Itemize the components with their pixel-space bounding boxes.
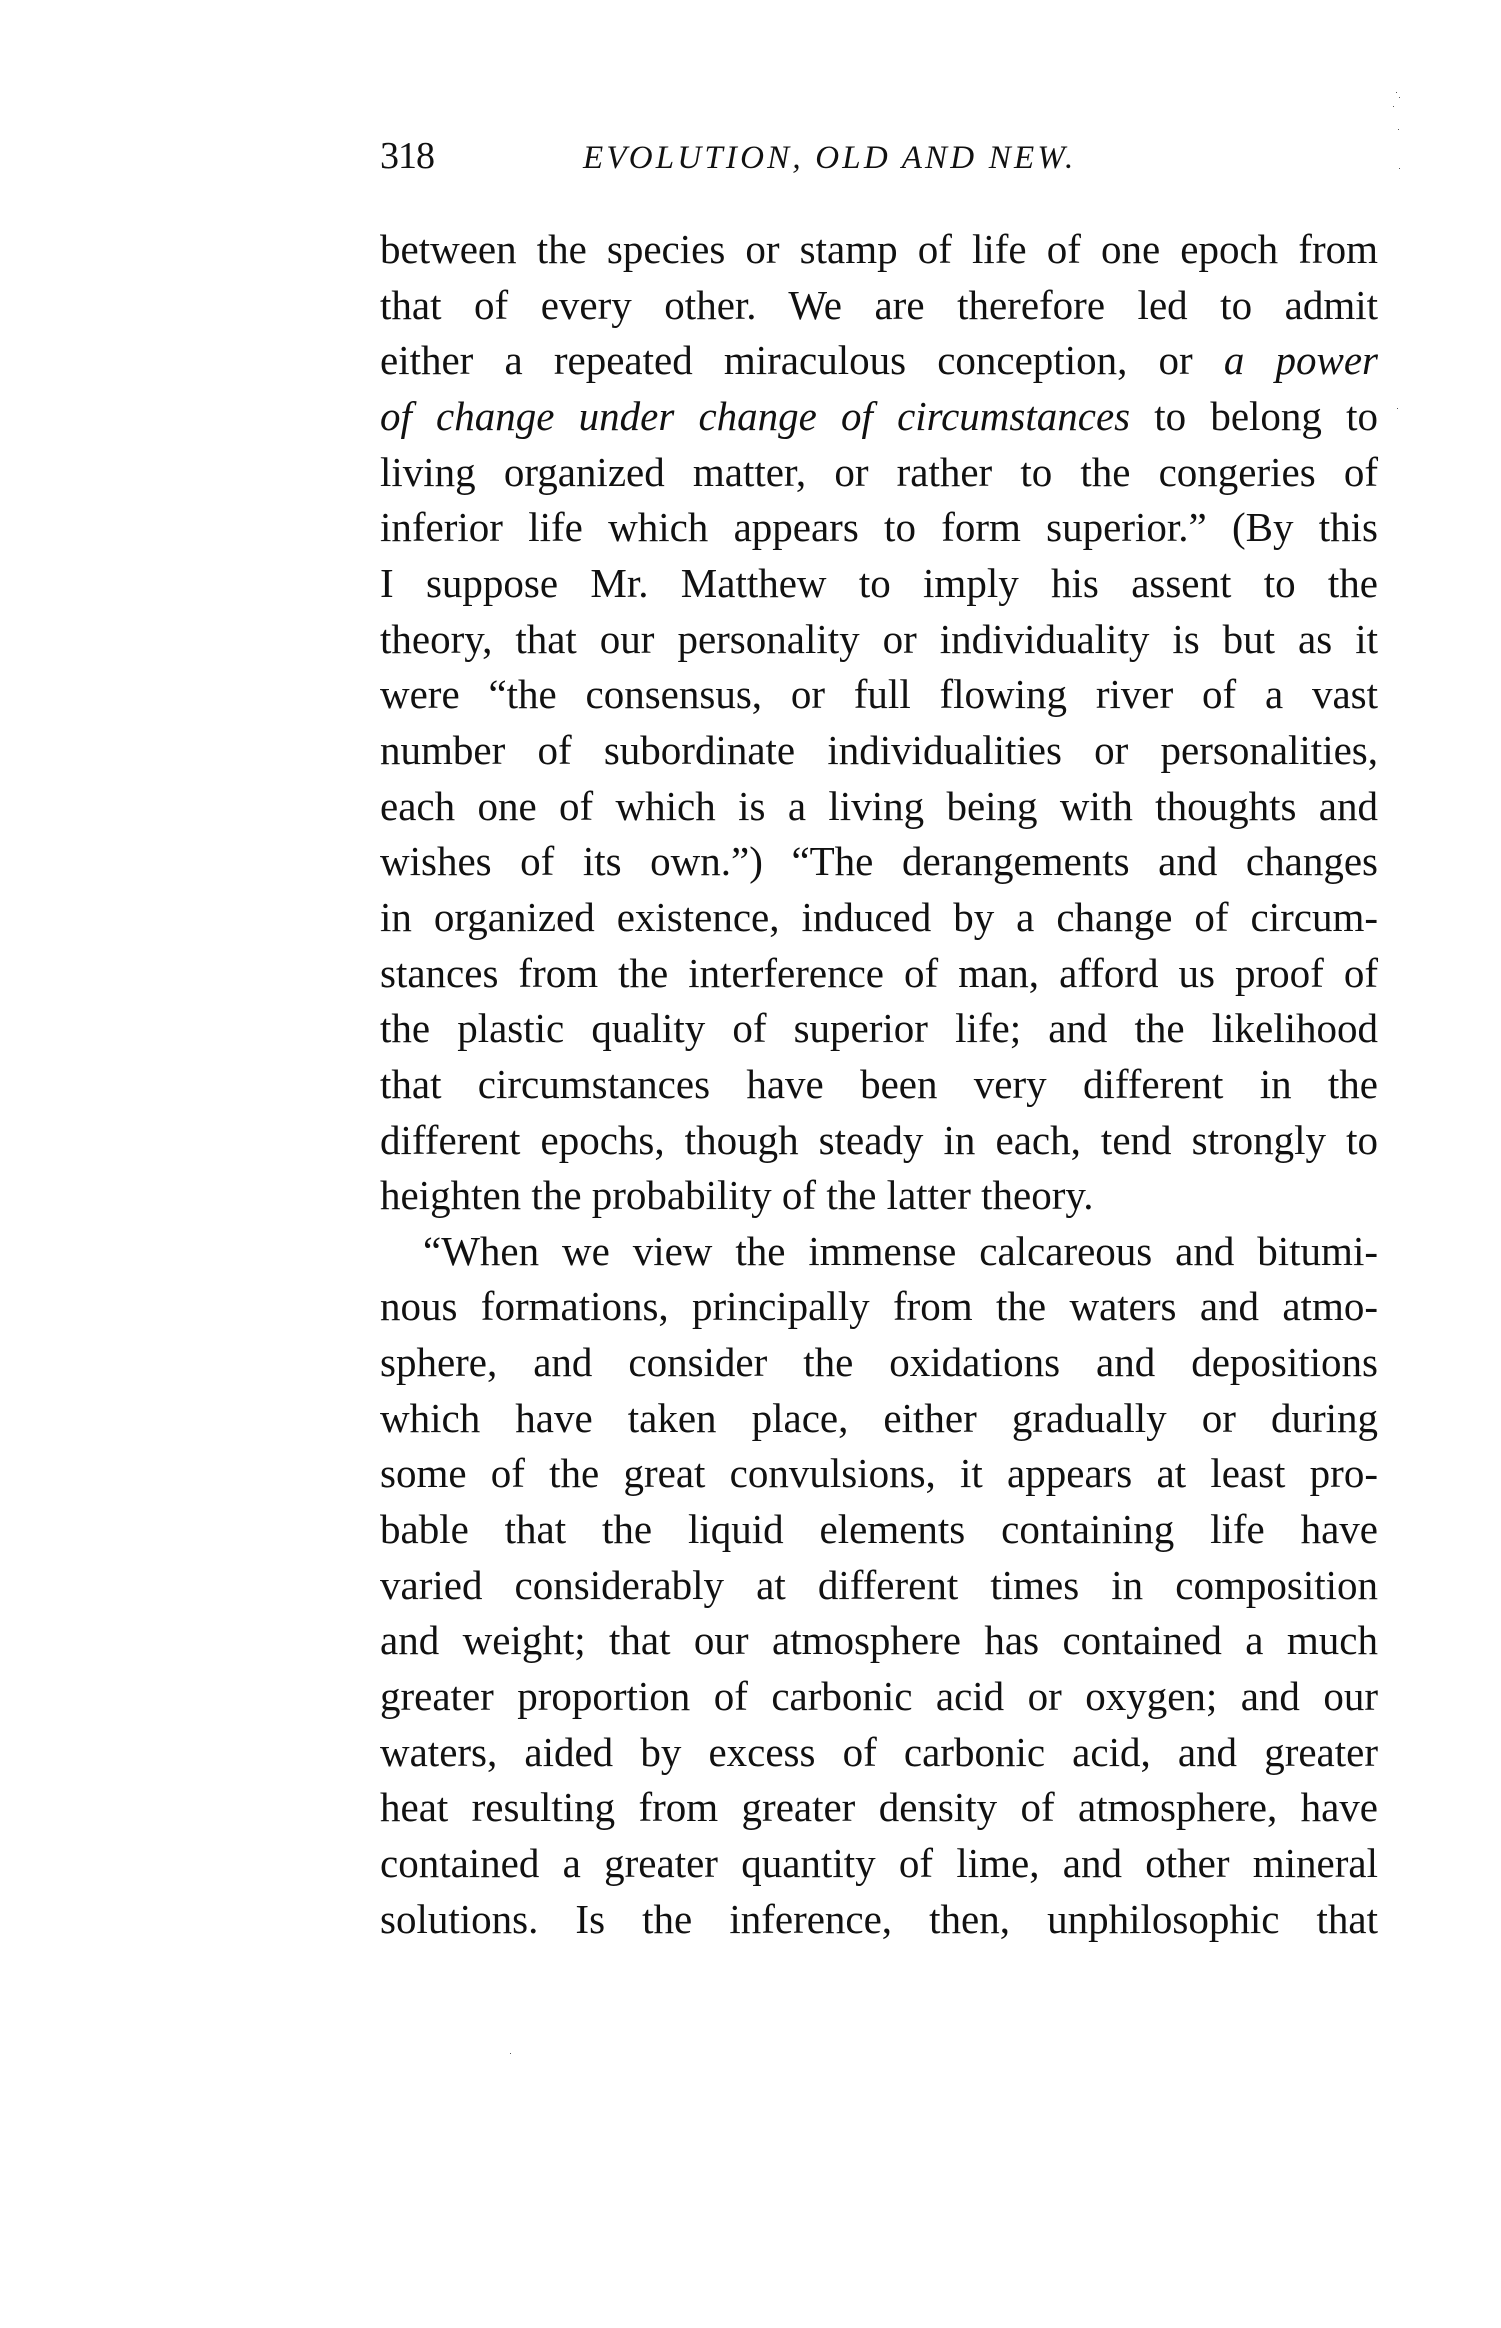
text-line xyxy=(380,612,1378,668)
text-line xyxy=(380,1892,1378,1948)
text-segment: heat resulting from greater density of atmosphere, have xyxy=(380,1784,1378,1831)
text-segment: were “the consensus, or full flowing river of a vast xyxy=(380,671,1378,718)
scan-speck xyxy=(1396,92,1397,93)
text-line xyxy=(380,1502,1378,1558)
text-segment: which have taken place, either gradually or during xyxy=(380,1394,1378,1441)
text-segment: stances from the interference of man, afford us proof of xyxy=(380,949,1378,996)
text-line xyxy=(380,1001,1378,1057)
text-segment: varied considerably at different times in composition xyxy=(380,1561,1378,1608)
text-line xyxy=(380,667,1378,723)
running-head xyxy=(380,128,1378,184)
text-segment: some of the great convulsions, it appears at least pro- xyxy=(380,1450,1378,1497)
text-segment: between the species or stamp of life of one epoch from xyxy=(380,226,1378,272)
running-head-title: EVOLUTION, OLD AND NEW. xyxy=(583,140,1077,176)
text-line xyxy=(380,556,1378,612)
text-line xyxy=(380,890,1378,946)
text-line xyxy=(380,834,1378,890)
text-segment: “When we view the immense calcareous and bitumi- xyxy=(423,1227,1378,1274)
text-line xyxy=(380,1725,1378,1781)
text-segment: heighten the probability of the latter theory. xyxy=(380,1172,1094,1219)
italic-text: a power xyxy=(1223,337,1378,384)
text-line xyxy=(380,1279,1378,1335)
text-line xyxy=(380,500,1378,556)
text-line xyxy=(380,1836,1378,1892)
text-line xyxy=(380,1780,1378,1836)
text-segment: wishes of its own.”) “The derangements and changes xyxy=(380,838,1378,885)
text-segment: to belong to xyxy=(1130,392,1378,439)
text-line xyxy=(380,445,1378,501)
text-segment: that of every other. We are therefore led to admit xyxy=(380,281,1378,328)
text-line xyxy=(380,1446,1378,1502)
scan-speck xyxy=(1399,168,1400,169)
paragraph xyxy=(380,1224,1378,1948)
scan-speck xyxy=(510,2053,511,2054)
text-line xyxy=(380,1113,1378,1169)
text-segment: sphere, and consider the oxidations and depositions xyxy=(380,1339,1378,1386)
text-line xyxy=(380,946,1378,1002)
text-segment: number of subordinate individualities or personalities, xyxy=(380,726,1378,773)
text-segment: each one of which is a living being with thoughts and xyxy=(380,782,1378,829)
page-number: 318 xyxy=(380,135,434,177)
text-segment: theory, that our personality or individuality is but as it xyxy=(380,615,1378,662)
text-segment: solutions. Is the inference, then, unphilosophic that xyxy=(380,1895,1378,1942)
text-line xyxy=(380,1558,1378,1614)
text-line xyxy=(380,389,1378,445)
text-segment: that circumstances have been very different in the xyxy=(380,1060,1378,1107)
text-line xyxy=(380,1669,1378,1725)
italic-text: of change under change of circumstances xyxy=(380,392,1131,439)
text-segment: and weight; that our atmosphere has contained a much xyxy=(380,1617,1378,1664)
text-line xyxy=(380,333,1378,389)
body-text xyxy=(380,222,1378,1947)
text-segment: in organized existence, induced by a change of circum- xyxy=(380,893,1378,940)
scan-speck xyxy=(1399,97,1400,98)
text-segment: I suppose Mr. Matthew to imply his assent to the xyxy=(380,559,1378,606)
text-segment: bable that the liquid elements containing life have xyxy=(380,1506,1378,1553)
text-line xyxy=(380,1168,1378,1224)
text-line xyxy=(380,278,1378,334)
text-line xyxy=(380,723,1378,779)
text-segment: the plastic quality of superior life; and the likelihood xyxy=(380,1005,1378,1052)
text-line xyxy=(380,1057,1378,1113)
text-segment: greater proportion of carbonic acid or oxygen; and our xyxy=(380,1673,1378,1720)
scan-speck xyxy=(1397,408,1398,409)
text-segment: waters, aided by excess of carbonic acid, and greater xyxy=(380,1728,1378,1775)
text-segment: nous formations, principally from the waters and atmo- xyxy=(380,1283,1378,1330)
text-segment: living organized matter, or rather to the congeries of xyxy=(380,448,1378,495)
text-line xyxy=(380,779,1378,835)
scan-speck xyxy=(1393,106,1394,107)
text-segment: different epochs, though steady in each, tend strongly to xyxy=(380,1116,1378,1163)
text-line xyxy=(380,222,1378,278)
text-line xyxy=(380,1224,1378,1280)
scan-speck xyxy=(1398,129,1399,130)
paragraph xyxy=(380,222,1378,1224)
text-segment: either a repeated miraculous conception, or xyxy=(380,337,1224,384)
text-line xyxy=(380,1613,1378,1669)
text-line xyxy=(380,1391,1378,1447)
text-segment: contained a greater quantity of lime, and other mineral xyxy=(380,1840,1378,1887)
text-line xyxy=(380,1335,1378,1391)
text-segment: inferior life which appears to form superior.” (By this xyxy=(380,504,1378,551)
